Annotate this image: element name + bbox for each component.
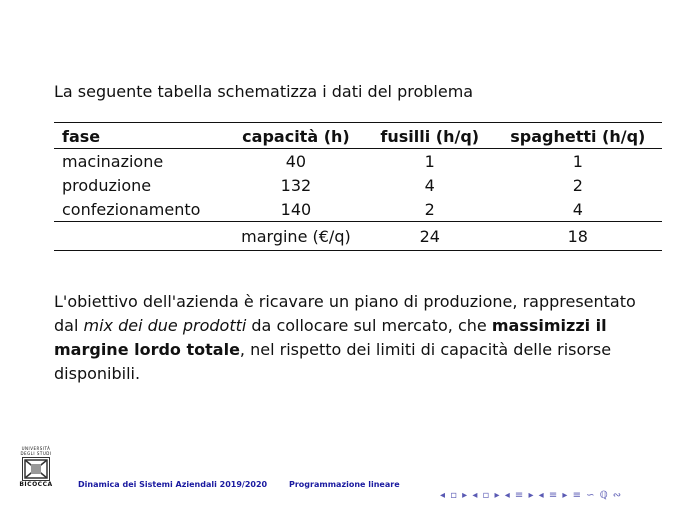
paragraph-part3: , nel rispetto dei limiti di capacità delle risorse disponibili. (54, 340, 612, 383)
table-header-row (54, 123, 662, 149)
cell-spaghetti: 2 (572, 175, 583, 195)
paragraph-bold: massimizzi il margine lordo totale (54, 316, 607, 359)
margin-fusilli: 24 (419, 226, 440, 246)
table-row (54, 197, 662, 222)
cell-capacita: 40 (285, 151, 307, 171)
problem-data-table (54, 122, 662, 251)
paragraph-emphasis: mix dei due prodotti (83, 316, 247, 335)
margin-spaghetti: 18 (567, 226, 588, 246)
cell-spaghetti: 4 (572, 199, 583, 219)
logo-university-text: UNIVERSITÀ DEGLI STUDI (20, 446, 52, 456)
logo-mark-icon (22, 457, 50, 481)
margin-row (54, 222, 662, 251)
footer-course-title[interactable]: Dinamica dei Sistemi Aziendali 2019/2020 (78, 480, 268, 489)
margin-label: margine (€/q) (241, 226, 351, 246)
table-row (54, 173, 662, 197)
cell-fase: produzione (62, 175, 152, 195)
cell-fusilli: 2 (424, 199, 435, 219)
header-capacita: capacità (h) (242, 127, 350, 146)
cell-fase: confezionamento (62, 199, 201, 219)
footer-section-title[interactable]: Programmazione lineare (289, 480, 400, 489)
paragraph-part2: da collocare sul mercato, che (246, 316, 492, 335)
logo-name-text: BICOCCA (19, 481, 53, 488)
header-fase: fase (62, 127, 101, 146)
cell-fusilli: 4 (424, 175, 435, 195)
cell-spaghetti: 1 (572, 151, 583, 171)
objective-paragraph (54, 290, 654, 386)
cell-fase: macinazione (62, 151, 164, 171)
paragraph-part1: L'obiettivo dell'azienda è ricavare un piano di produzione, rappresentato dal (54, 292, 636, 335)
table-row (54, 149, 662, 174)
cell-fusilli: 1 (424, 151, 435, 171)
header-fusilli: fusilli (h/q) (380, 127, 480, 146)
cell-capacita: 140 (280, 199, 312, 219)
header-spaghetti: spaghetti (h/q) (510, 127, 646, 146)
intro-text: La seguente tabella schematizza i dati del problema (54, 82, 474, 101)
university-logo (16, 446, 56, 488)
beamer-navigation-icons[interactable]: ◂ ▫ ▸ ◂ ▫ ▸ ◂ ≡ ▸ ◂ ≡ ▸ ≡ ∽ ℚ ∾ (440, 490, 623, 501)
cell-capacita: 132 (280, 175, 312, 195)
margin-empty-cell (54, 222, 226, 251)
